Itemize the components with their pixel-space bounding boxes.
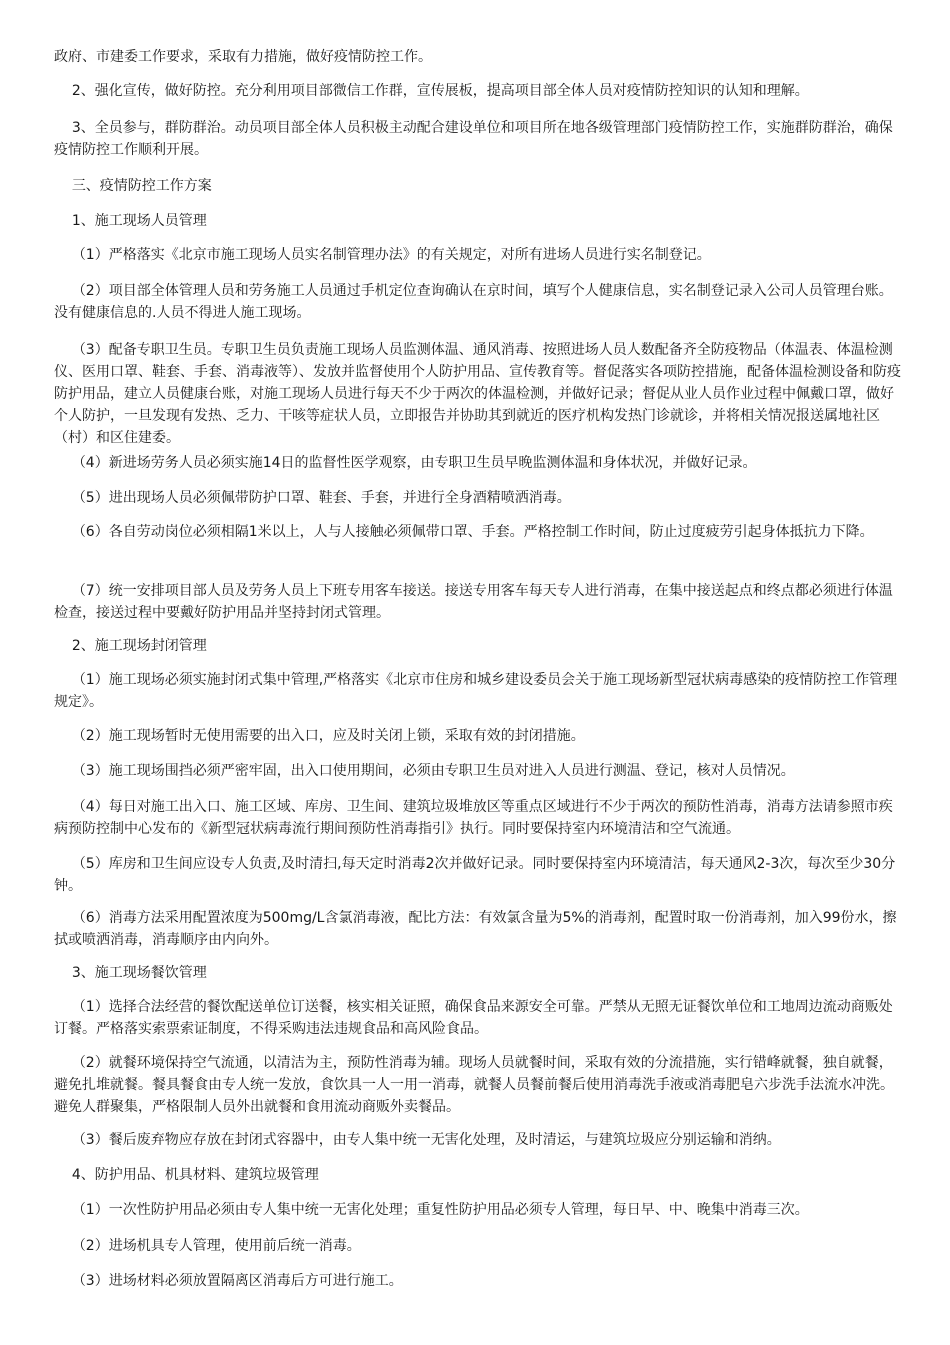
paragraph-9: （5）进出现场人员必须佩带防护口罩、鞋套、手套，并进行全身酒精喷洒消毒。 [54,490,571,506]
paragraph-18: （6）消毒方法采用配置浓度为500mg/L含氯消毒液，配比方法：有效氯含量为5%的消毒剂，配置时取一份消毒剂，加入99份水，擦拭或喷洒消毒，消毒顺序由内向外。 [54,910,897,948]
subsection-heading-4: 4、防护用品、机具材料、建筑垃圾管理 [54,1167,319,1183]
subsection-heading-3: 3、施工现场餐饮管理 [54,965,207,981]
paragraph-17: （5）库房和卫生间应设专人负责,及时清扫,每天定时消毒2次并做好记录。同时要保持室内环境清洁，每天通风2-3次，每次至少30分钟。 [54,856,896,894]
paragraph-16: （4）每日对施工出入口、施工区域、库房、卫生间、建筑垃圾堆放区等重点区域进行不少于两次的预防性消毒，消毒方法请参照市疾病预防控制中心发布的《新型冠状病毒流行期间预防性消毒指引》执行。同时要保持室内环境清洁和空气流通。 [54,799,893,837]
paragraph-5: （1）严格落实《北京市施工现场人员实名制管理办法》的有关规定，对所有进场人员进行实名制登记。 [54,247,711,263]
paragraph-6: （2）项目部全体管理人员和劳务施工人员通过手机定位查询确认在京时间，填写个人健康信息，实名制登记录入公司人员管理台账。没有健康信息的.人员不得进人施工现场。 [54,283,893,321]
paragraph-2: 3、全员参与，群防群治。动员项目部全体人员积极主动配合建设单位和项目所在地各级管理部门疫情防控工作，实施群防群治，确保疫情防控工作顺利开展。 [54,120,893,158]
paragraph-7: （3）配备专职卫生员。专职卫生员负责施工现场人员监测体温、通风消毒、按照进场人员人数配备齐全防疫物品（体温表、体温检测仪、医用口罩、鞋套、手套、消毒液等）、发放并监督使用个人防护用品、宣传教育等。督促落实各项防控措施，配备体温检测设备和防疫防护用品，建立人员健康台账，对施工现场人员进行每天不少于两次的体温检测，并做好记录；督促从业人员作业过程中佩戴口罩，做好个人防护，一旦发现有发热、乏力、干咳等症状人员，立即报告并协助其到就近的医疗机构发热门诊就诊，并将相关情况报送属地社区（村）和区住建委。 [54,342,901,446]
paragraph-13: （1）施工现场必须实施封闭式集中管理,严格落实《北京市住房和城乡建设委员会关于施工现场新型冠状病毒感染的疫情防控工作管理规定》。 [54,672,898,710]
paragraph-20: （1）选择合法经营的餐饮配送单位订送餐，核实相关证照，确保食品来源安全可靠。严禁从无照无证餐饮单位和工地周边流动商贩处订餐。严格落实索票索证制度，不得采购违法违规食品和高风险食品。 [54,999,893,1037]
paragraph-25: （2）进场机具专人管理，使用前后统一消毒。 [54,1238,361,1254]
paragraph-8: （4）新进场劳务人员必须实施14日的监督性医学观察，由专职卫生员早晚监测体温和身体状况，并做好记录。 [54,455,757,471]
paragraph-14: （2）施工现场暂时无使用需要的出入口，应及时关闭上锁，采取有效的封闭措施。 [54,728,585,744]
subsection-heading-1: 1、施工现场人员管理 [54,213,207,229]
paragraph-26: （3）进场材料必须放置隔离区消毒后方可进行施工。 [54,1273,403,1289]
subsection-heading-2: 2、施工现场封闭管理 [54,638,207,654]
paragraph-11: （7）统一安排项目部人员及劳务人员上下班专用客车接送。接送专用客车每天专人进行消毒，在集中接送起点和终点都必须进行体温检查，接送过程中要戴好防护用品并坚持封闭式管理。 [54,583,893,621]
paragraph-24: （1）一次性防护用品必须由专人集中统一无害化处理；重复性防护用品必须专人管理，每日早、中、晚集中消毒三次。 [54,1202,809,1218]
paragraph-1: 2、强化宣传，做好防控。充分利用项目部微信工作群，宣传展板，提高项目部全体人员对疫情防控知识的认知和理解。 [54,83,809,99]
section-heading: 三、疫情防控工作方案 [54,178,212,194]
paragraph-22: （3）餐后废弃物应存放在封闭式容器中，由专人集中统一无害化处理，及时清运，与建筑垃圾应分别运输和消纳。 [54,1132,781,1148]
paragraph-10: （6）各自劳动岗位必须相隔1米以上，人与人接触必须佩带口罩、手套。严格控制工作时间，防止过度疲劳引起身体抵抗力下降。 [54,524,874,540]
paragraph-21: （2）就餐环境保持空气流通，以清洁为主，预防性消毒为辅。现场人员就餐时间，采取有效的分流措施，实行错峰就餐，独自就餐，避免扎堆就餐。餐具餐食由专人统一发放，食饮具一人一用一消毒，就餐人员餐前餐后使用消毒洗手液或消毒肥皂六步洗手法流水冲洗。避免人群聚集，严格限制人员外出就餐和食用流动商贩外卖餐品。 [54,1055,894,1115]
paragraph-15: （3）施工现场围挡必须严密牢固，出入口使用期间，必须由专职卫生员对进入人员进行测温、登记，核对人员情况。 [54,763,795,779]
paragraph-0: 政府、市建委工作要求，采取有力措施，做好疫情防控工作。 [54,49,432,65]
